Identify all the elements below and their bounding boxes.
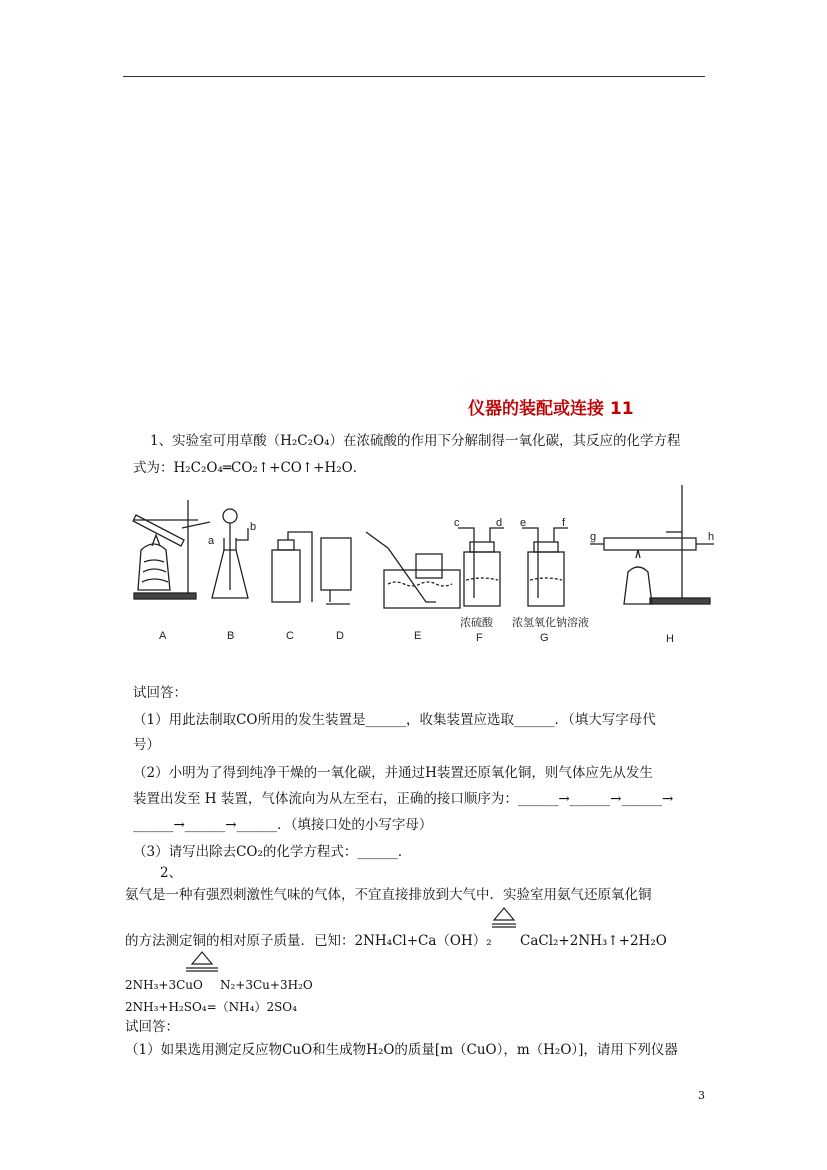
q2-known: 的方法测定铜的相对原子质量．已知：2NH₄Cl+Ca（OH）₂	[125, 933, 492, 949]
port-h: h	[708, 531, 715, 543]
q2-known-product: CaCl₂+2NH₃↑+2H₂O	[520, 933, 667, 949]
label-h: H	[666, 633, 674, 645]
q1-part2-c: ______→______→______．（填接口处的小写字母）	[133, 817, 433, 833]
port-e: e	[520, 517, 527, 529]
label-b: B	[227, 630, 235, 642]
apparatus-g	[522, 528, 568, 606]
heat-condition-icon-2	[186, 950, 218, 972]
q2-ask: 试回答：	[125, 1019, 179, 1035]
header-rule	[123, 76, 705, 77]
label-a: A	[159, 630, 167, 642]
label-f: F	[476, 632, 483, 644]
q2-intro: 氨气是一种有强烈刺激性气味的气体，不宜直接排放到大气中．实验室用氨气还原氧化铜	[125, 887, 652, 903]
label-e: E	[414, 630, 422, 642]
q2-part1: （1）如果选用测定反应物CuO和生成物H₂O的质量[m（CuO），m（H₂O）]，请用下列仪器	[125, 1042, 678, 1058]
q1-line1: 1、实验室可用草酸（H₂C₂O₄）在浓硫酸的作用下分解制得一氧化碳，其反应的化学方程	[150, 433, 681, 449]
apparatus-d	[321, 538, 351, 604]
apparatus-h	[590, 485, 714, 604]
q2-number: 2、	[160, 865, 183, 881]
caption-g: 浓氢氧化钠溶液	[512, 617, 589, 629]
page-title: 仪器的装配或连接 11	[468, 399, 634, 419]
q1-part2-b: 装置出发至 H 装置，气体流向为从左至右，正确的接口顺序为：______→______→______→	[133, 791, 674, 807]
q1-part2-a: （2）小明为了得到纯净干燥的一氧化碳，并通过H装置还原氧化铜，则气体应先从发生	[133, 765, 653, 781]
q1-part3: （3）请写出除去CO₂的化学方程式：______．	[133, 844, 412, 860]
q1-ask: 试回答：	[133, 685, 187, 701]
heat-condition-icon	[492, 906, 516, 928]
label-d: D	[336, 630, 344, 642]
apparatus-a	[133, 500, 210, 599]
label-g: G	[540, 632, 549, 644]
apparatus-c	[272, 532, 312, 602]
q2-eq2-right: N₂+3Cu+3H₂O	[220, 978, 313, 992]
port-c: c	[454, 517, 460, 529]
apparatus-b	[212, 509, 248, 598]
port-d: d	[496, 517, 503, 529]
caption-f: 浓硫酸	[460, 617, 493, 629]
port-g: g	[590, 531, 597, 543]
apparatus-e	[366, 532, 460, 608]
port-b: b	[250, 521, 257, 533]
label-c: C	[286, 630, 294, 642]
apparatus-figure	[126, 480, 726, 650]
q2-eq3: 2NH₃+H₂SO₄=（NH₄）2SO₄	[125, 1000, 297, 1014]
q1-part1-b: 号）	[133, 737, 160, 753]
page-number: 3	[698, 1089, 705, 1102]
q2-eq2-left: 2NH₃+3CuO	[125, 978, 203, 992]
port-a: a	[208, 535, 215, 547]
port-f: f	[562, 517, 566, 529]
q1-line2: 式为：H₂C₂O₄═CO₂↑+CO↑+H₂O．	[133, 460, 367, 476]
apparatus-f	[458, 528, 504, 606]
q1-part1-a: （1）用此法制取CO所用的发生装置是______，收集装置应选取______．（填大写字母代	[133, 712, 656, 728]
